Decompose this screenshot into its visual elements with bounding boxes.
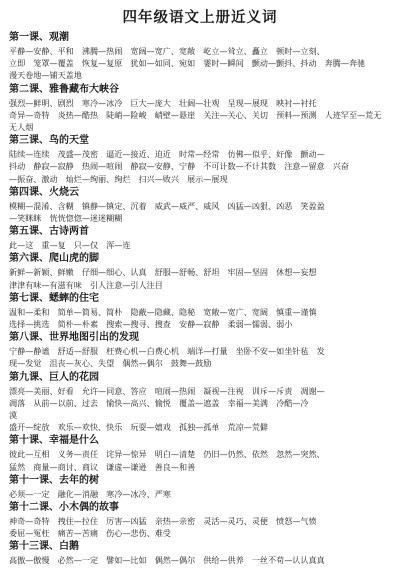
lesson-title: 第二课、雅鲁藏布大峡谷 (9, 83, 119, 95)
lesson-title: 第十二课、小木偶的故事 (9, 502, 119, 514)
lesson-section (9, 501, 391, 539)
lesson-title: 第五课、古诗两首 (9, 226, 89, 238)
lesson-section (9, 474, 391, 500)
lesson-title: 第十三课、白鹅 (9, 541, 79, 553)
synonym-line: 奇异—奇特 炎热—酷热 陡峭—险峻 峭壁—悬崖 关注—关心、关切 预料—预测 人迹罕至—荒无 (9, 109, 382, 120)
lesson-section (9, 186, 391, 224)
synonym-line: 漫天卷地—铺天盖地 (9, 70, 82, 81)
synonym-line: 模糊—混淆、含糊 镇静—镇定、沉着 威武—威严、威风 凶猛—凶狠、凶恶 笑盈盈 (9, 200, 325, 211)
synonym-line: 无人烟 (9, 122, 34, 133)
synonym-line: 新鲜—新颖、鲜嫩 仔细—细心、认真 舒服—舒畅、舒坦 牢固—坚固 休想—妄想 (9, 267, 317, 278)
synonym-line: 平静—安静、平和 沸腾—热闹 宽阔—宽广、宽敞 屹立—耸立、矗立 顿时—立刻、 (9, 46, 325, 56)
lesson-section (9, 83, 391, 134)
document-title: 四年级语文上册近义词 (122, 9, 278, 26)
synonym-line: 选择—挑选 简朴—朴素 搜索—搜寻、搜查 安静—寂静 柔弱—懦弱、弱小 (9, 319, 293, 330)
synonym-line: 强烈—鲜明、剧烈 寒冷—冰冷 巨大—庞大 壮阔—壮观 呈现—展现 映衬—衬托 (9, 97, 317, 108)
synonym-line: 漂亮—美丽、好看 允许—同意、答应 喧闹—热闹 凝视—注视 训斥—斥责 凋谢— (9, 385, 325, 396)
synonym-line: 现—发觉 沮丧—灰心、失望 偶然—偶尔 鼓舞—鼓励 (9, 358, 212, 369)
lesson-list (9, 31, 391, 567)
synonym-line: 抖动 静寂—寂静 热闹—喧闹 静寂—安静、宁静 不可计数—不计其数 注意—留意 兴奋 (9, 161, 349, 172)
synonym-line: 必须—一定 融化—消融 寒冷—冰冷、严寒 (9, 488, 171, 499)
synonym-line: 猛然 商量—商讨、商议 谦虚—谦逊 善良—和善 (9, 461, 196, 472)
synonym-line: 委屈—冤枉 痛苦—苦痛 伤心—悲伤、难受 (9, 528, 171, 539)
lesson-title: 第七课、蟋蟀的住宅 (9, 292, 99, 304)
lesson-title: 第三课、鸟的天堂 (9, 135, 89, 147)
synonym-line: 立即 笼罩—覆盖 恢复—复原 犹如—如同、宛如 霎时—瞬间 颤动—颤抖、抖动 奔腾—奔驰 (9, 58, 366, 69)
lesson-section (9, 331, 391, 369)
lesson-section (9, 134, 391, 185)
synonym-line: 盛开—绽放 欢乐—欢快、快乐 玩耍—嬉戏 孤独—孤单 荒凉—荒僻 (9, 422, 269, 433)
lesson-title: 第六课、爬山虎的脚 (9, 253, 99, 265)
synonym-line: —振奋、激动 灿烂—绚丽、绚烂 扫兴—败兴 展示—展现 (9, 173, 228, 184)
lesson-section (9, 434, 391, 472)
lesson-title: 第十课、幸福是什么 (9, 435, 99, 447)
synonym-line: 彼此—互相 义务—责任 诧异—惊异 明白—清楚 仍旧—仍然、依然 忽然—突然、 (9, 449, 325, 460)
lesson-section (9, 252, 391, 290)
synonym-line: 此—这 重—复 只—仅 浑—连 (9, 240, 131, 251)
lesson-title: 第十一课、去年的树 (9, 474, 99, 486)
synonym-line: 高傲—傲慢 必然—一定 譬如—比如 偶然—偶尔 供给—供养 一丝不苟—认认真真 (9, 555, 325, 566)
lesson-title: 第一课、观潮 (9, 32, 69, 43)
synonym-line: 陆续—连续 茂盛—茂密 逼近—接近、迫近 时常—经常 仿佛—似乎、好像 颤动— (9, 149, 325, 160)
synonym-line: 温和—柔和 简单—简易、简朴 隐蔽—隐藏、隐秘 宽敞—宽广、宽阔 慎重—谨慎 (9, 306, 317, 317)
lesson-title: 第四课、火烧云 (9, 186, 79, 198)
synonym-line: 漠 (9, 410, 18, 421)
lesson-section (9, 225, 391, 251)
synonym-line: 宁静—静谧 舒适—舒服 枉费心机—白费心机 端详—打量 坐卧不安—如坐针毡 发 (9, 346, 325, 357)
lesson-section (9, 540, 391, 566)
lesson-title: 第九课、巨人的花园 (9, 371, 99, 383)
lesson-section (9, 292, 391, 330)
synonym-line: 津津有味—有滋有味 引人注意—引人注目 (9, 279, 163, 290)
synonym-line: 凋落 从前—以前、过去 愉快—高兴、愉悦 覆盖—遮盖 幸福—美满 冷酷—冷 (9, 397, 309, 408)
lesson-section (9, 31, 391, 82)
synonym-line: 神奇—奇特 拽住—拉住 厉害—凶猛 亲热—亲密 灵活—灵巧、灵便 愤怒—气愤 (9, 516, 317, 527)
lesson-title: 第八课、世界地图引出的发现 (9, 332, 139, 344)
lesson-section (9, 371, 391, 434)
synonym-line: —笑眯眯 恍恍惚惚—迷迷糊糊 (9, 213, 123, 224)
